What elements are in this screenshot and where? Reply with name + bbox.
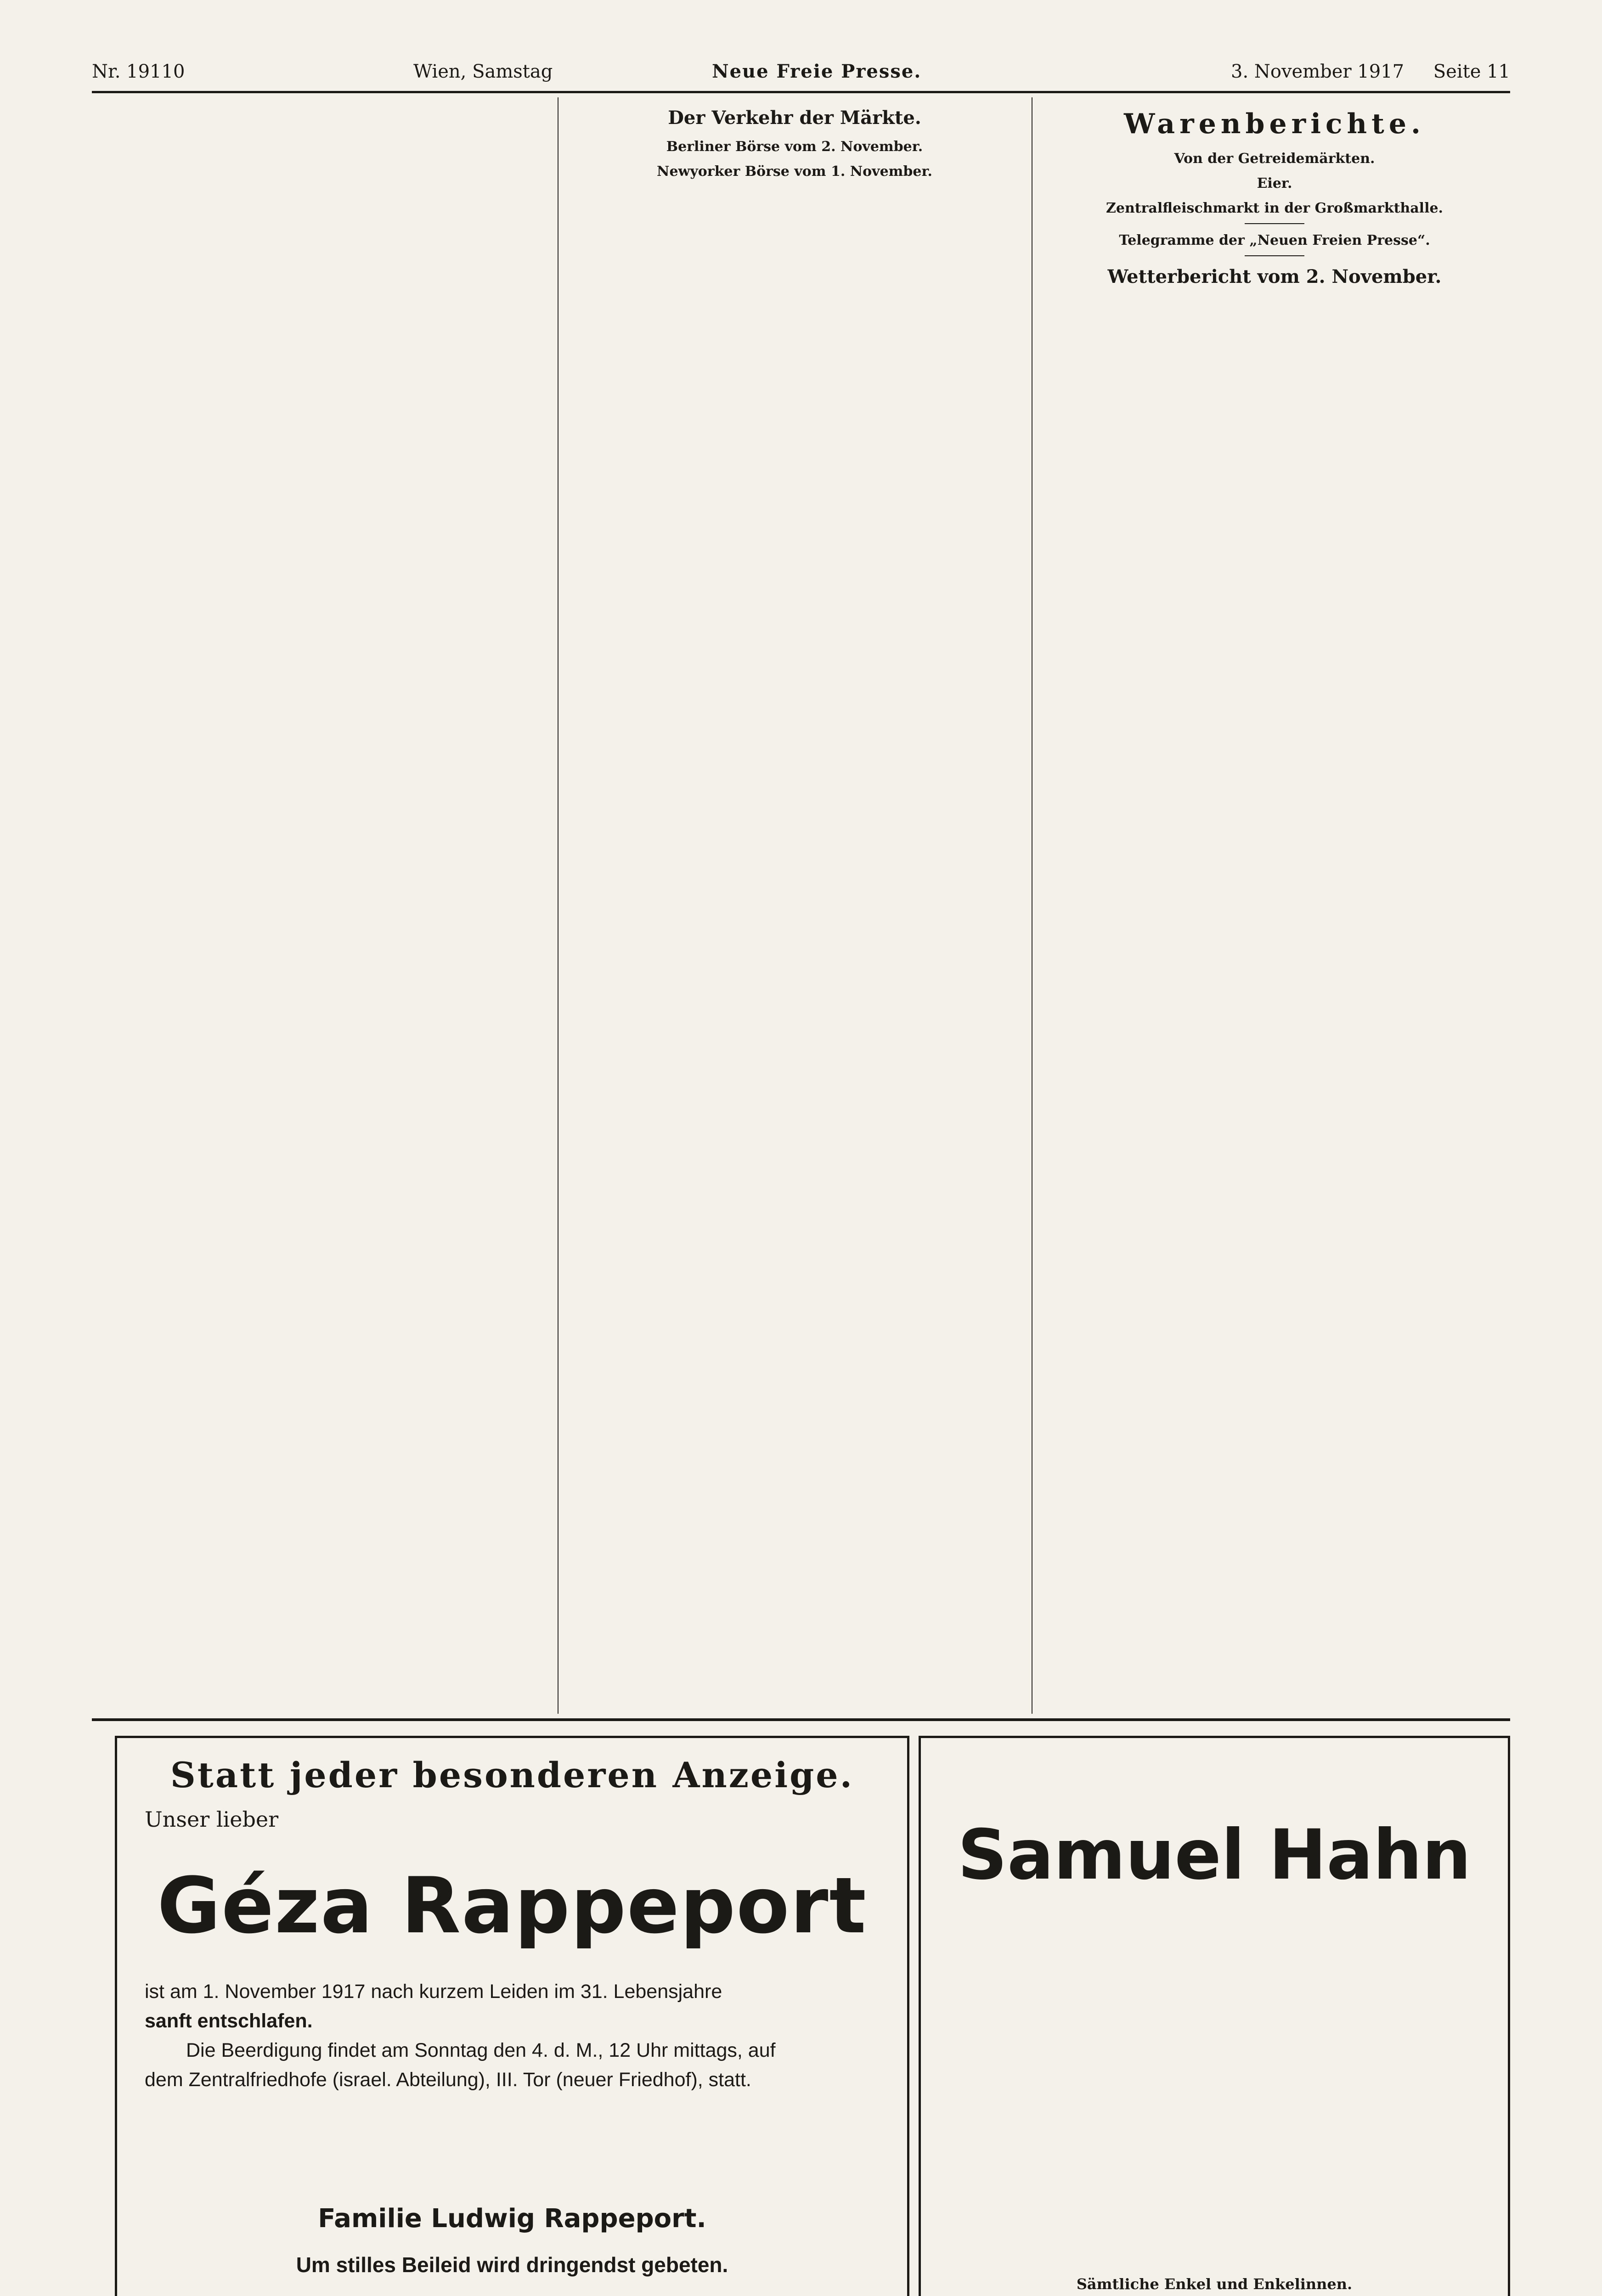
masthead-rule xyxy=(92,91,1510,93)
page-number: Seite 11 xyxy=(1433,61,1510,82)
eier-subtitle: Eier. xyxy=(1257,175,1292,191)
notice-condolence-note: Um stilles Beileid wird dringendst gebeten. xyxy=(296,2253,728,2277)
deceased-name: Samuel Hahn xyxy=(957,1815,1472,1895)
notice-line: dem Zentralfriedhofe (israel. Abteilung), III. Tor (neuer Friedhof), statt. xyxy=(145,2069,751,2091)
markets-title: Der Verkehr der Märkte. xyxy=(668,107,921,129)
notice-heading: Statt jeder besonderen Anzeige. xyxy=(170,1755,854,1795)
notice-subheading: Unser lieber xyxy=(145,1807,279,1832)
notice-line: Die Beerdigung findet am Sonntag den 4. d. M., 12 Uhr mittags, auf xyxy=(186,2039,776,2061)
death-notice-hahn xyxy=(919,1736,1510,2296)
weather-title: Wetterbericht vom 2. November. xyxy=(1107,266,1442,287)
notice-signature: Familie Ludwig Rappeport. xyxy=(318,2204,706,2234)
zentralfleischmarkt-subtitle: Zentralfleischmarkt in der Großmarkthalle. xyxy=(1106,200,1444,216)
notice-closing: Sämtliche Enkel und Enkelinnen. xyxy=(1076,2275,1353,2293)
issue-date: 3. November 1917 xyxy=(1231,61,1405,82)
ads-rule xyxy=(92,1718,1510,1721)
paper-name: Neue Freie Presse. xyxy=(712,61,922,82)
column-1 xyxy=(92,97,551,1714)
section-rule xyxy=(1245,255,1304,256)
column-3 xyxy=(1039,97,1510,1714)
deceased-name: Géza Rappeport xyxy=(157,1861,867,1951)
newyork-subtitle: Newyorker Börse vom 1. November. xyxy=(657,163,932,180)
death-notice-rappeport xyxy=(115,1736,909,2296)
column-2 xyxy=(565,97,1024,1714)
waren-title: Warenberichte. xyxy=(1124,108,1425,140)
place-day: Wien, Samstag xyxy=(413,61,553,82)
notice-line: ist am 1. November 1917 nach kurzem Leiden im 31. Lebensjahre xyxy=(145,1981,722,2003)
masthead xyxy=(92,59,1510,84)
getreide-subtitle: Von der Getreidemärkten. xyxy=(1174,151,1375,167)
issue-number: Nr. 19110 xyxy=(92,61,185,82)
telegramme-subtitle: Telegramme der „Neuen Freien Presse“. xyxy=(1119,232,1430,248)
section-rule xyxy=(1245,223,1304,224)
notice-line: sanft entschlafen. xyxy=(145,2010,313,2032)
notice-body xyxy=(145,1977,880,2094)
berlin-subtitle: Berliner Börse vom 2. November. xyxy=(666,139,923,155)
